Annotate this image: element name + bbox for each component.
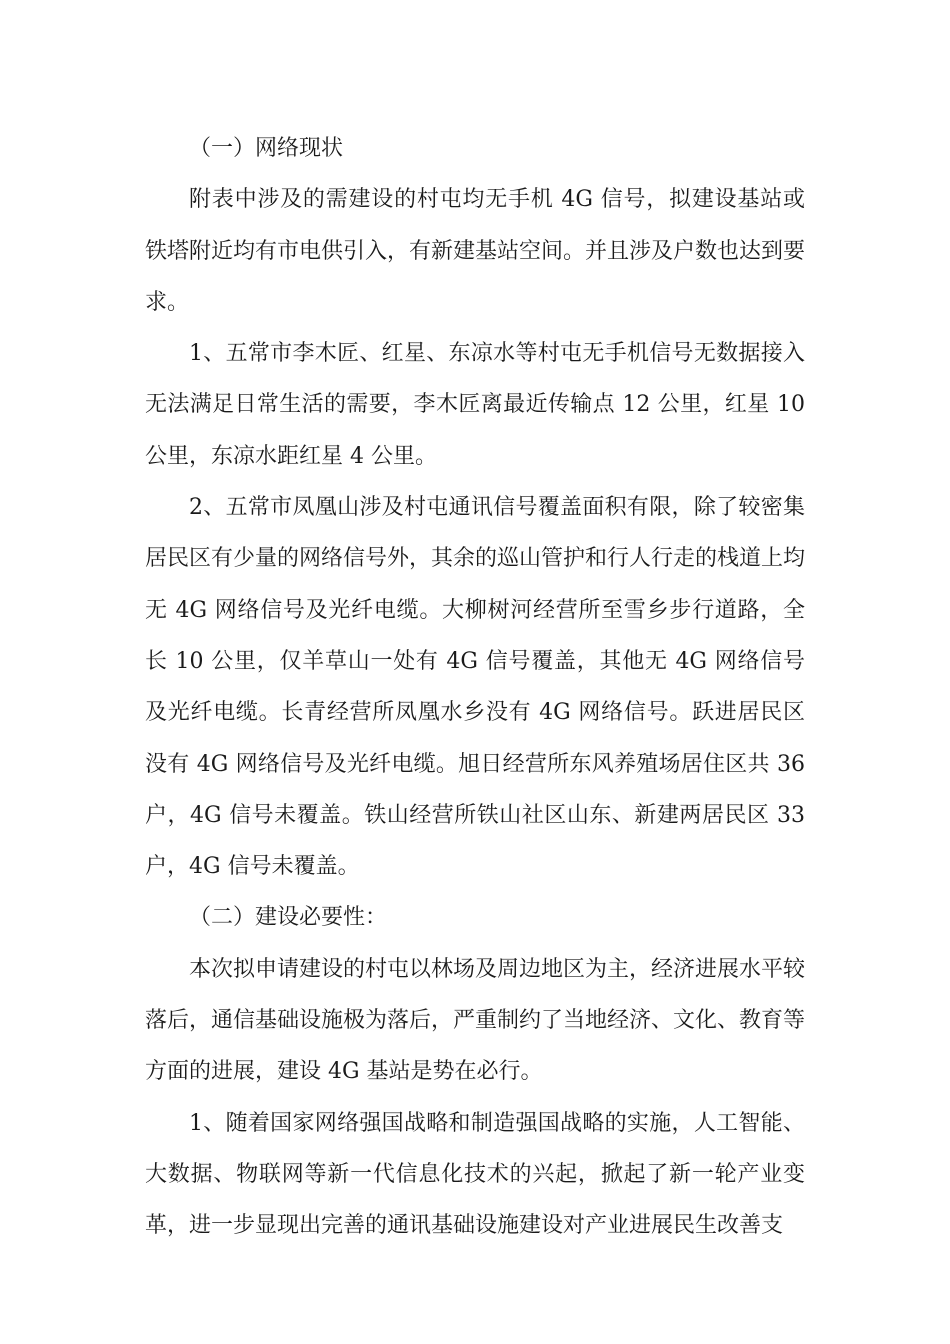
section-heading-network-status: （一）网络现状 <box>189 136 344 161</box>
paragraph-necessity-intro: 本次拟申请建设的村屯以林场及周边地区为主，经济进展水平较落后，通信基础设施极为落后，严重制约了当地经济、文化、教育等方面的进展，建设 4G 基站是势在必行。 <box>145 956 806 1085</box>
document-body <box>145 123 805 1252</box>
paragraph-item-2-fenghuangshan: 2、五常市凤凰山涉及村屯通讯信号覆盖面积有限，除了较密集居民区有少量的网络信号外，其余的巡山管护和行人行走的栈道上均无 4G 网络信号及光纤电缆。大柳树河经营所至雪乡步行道路，全长 10 公里，仅羊草山一处有 4G 信号覆盖，其他无 4G 网络信号及光纤电缆。长青经营所凤凰水乡没有 4G 网络信号。跃进居民区没有 4G 网络信号及光纤电缆。旭日经营所东风养殖场居住区共 36 户，4G 信号未覆盖。铁山经营所铁山社区山东、新建两居民区 33 户，4G 信号未覆盖。 <box>145 495 806 880</box>
paragraph-network-status-intro: 附表中涉及的需建设的村屯均无手机 4G 信号，拟建设基站或铁塔附近均有市电供引入，有新建基站空间。并且涉及户数也达到要求。 <box>145 187 806 315</box>
paragraph-item-1-wuchang-villages: 1、五常市李木匠、红星、东凉水等村屯无手机信号无数据接入无法满足日常生活的需要，李木匠离最近传输点 12 公里，红星 10 公里，东凉水距红星 4 公里。 <box>145 341 805 469</box>
paragraph-necessity-item-1: 1、随着国家网络强国战略和制造强国战略的实施，人工智能、大数据、物联网等新一代信息化技术的兴起，掀起了新一轮产业变革，进一步显现出完善的通讯基础设施建设对产业进展民生改善支 <box>145 1110 805 1239</box>
section-heading-necessity: （二）建设必要性： <box>189 905 388 931</box>
